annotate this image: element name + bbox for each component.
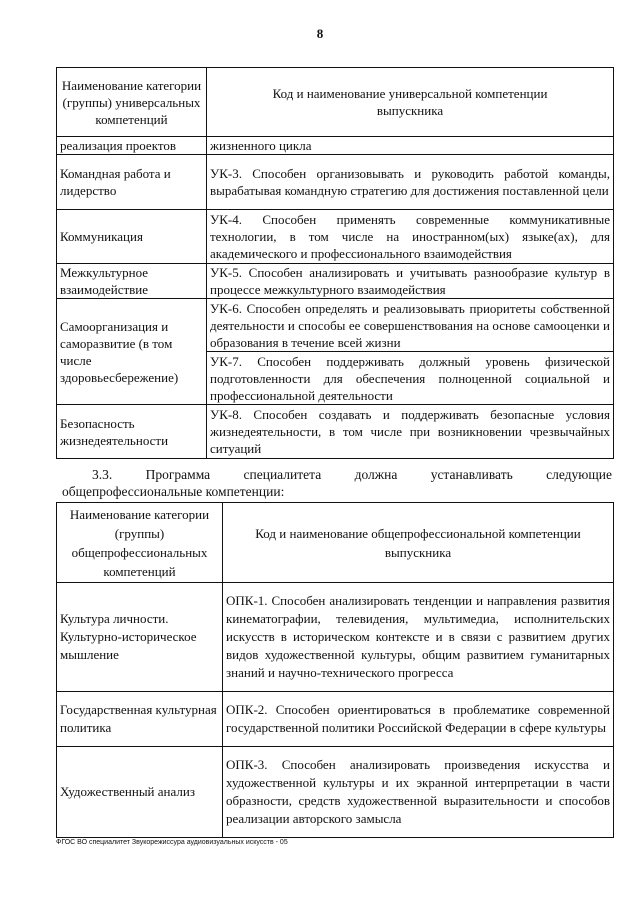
category-cell: Безопасность жизнедеятельности (57, 405, 207, 459)
paragraph-line: 3.3. Программа специалитета должна устанавливать следующие (92, 467, 612, 482)
paragraph-line: общепрофессиональные компетенции: (62, 484, 285, 499)
document-footer: ФГОС ВО специалитет Звукорежиссура аудиовизуальных искусств - 05 (56, 839, 288, 846)
competence-cell: ОПК-2. Способен ориентироваться в проблематике современной государственной политики Российской Федерации в сфере культуры (223, 692, 614, 747)
table-row (57, 747, 614, 838)
competence-cell: жизненного цикла (207, 137, 614, 155)
competence-cell: УК-4. Способен применять современные коммуникативные технологии, в том числе на иностранном(ых) языке(ах), для академического и профессионального взаимодействия (207, 210, 614, 264)
category-cell: Самоорганизация и саморазвитие (в том числе здоровьесбережение) (57, 299, 207, 405)
category-cell: Культура личности. Культурно-историческое мышление (57, 583, 223, 692)
table-row (57, 137, 614, 155)
category-cell: Коммуникация (57, 210, 207, 264)
header-code: Код и наименование универсальной компетенции выпускника (207, 68, 614, 137)
header-code: Код и наименование общепрофессиональной компетенции выпускника (223, 503, 614, 583)
competence-cell: УК-7. Способен поддерживать должный уровень физической подготовленности для обеспечения полноценной социальной и профессиональной деятельности (207, 352, 614, 405)
category-cell: Командная работа и лидерство (57, 155, 207, 210)
category-cell: реализация проектов (57, 137, 207, 155)
table-header-row (57, 68, 614, 137)
table-row (57, 264, 614, 299)
competence-cell: УК-5. Способен анализировать и учитывать разнообразие культур в процессе межкультурного взаимодействия (207, 264, 614, 299)
table-row (57, 583, 614, 692)
table-row (57, 692, 614, 747)
page-number: 8 (316, 26, 324, 41)
header-category: Наименование категории (группы) общепрофессиональных компетенций (57, 503, 223, 583)
section-paragraph (62, 466, 612, 500)
competence-cell: ОПК-3. Способен анализировать произведения искусства и художественной культуры и их экранной интерпретации в части образности, средств художественной выразительности и способов реализации авторского замысла (223, 747, 614, 838)
header-category: Наименование категории (группы) универсальных компетенций (57, 68, 207, 137)
competence-cell: УК-8. Способен создавать и поддерживать безопасные условия жизнедеятельности, в том числе при возникновении чрезвычайных ситуаций (207, 405, 614, 459)
table-row (57, 210, 614, 264)
table-row (57, 405, 614, 459)
competence-cell: УК-6. Способен определять и реализовывать приоритеты собственной деятельности и способы ее совершенствования на основе самооценки и образования в течение всей жизни (207, 299, 614, 352)
category-cell: Художественный анализ (57, 747, 223, 838)
competence-cell: ОПК-1. Способен анализировать тенденции и направления развития кинематографии, телевидения, мультимедиа, исполнительских искусств в историческом контексте и в связи с развитием других видов художественной культуры, общим развитием гуманитарных знаний и научно-технического прогресса (223, 583, 614, 692)
general-professional-competencies-table (56, 502, 614, 838)
universal-competencies-table (56, 67, 614, 459)
category-cell: Государственная культурная политика (57, 692, 223, 747)
table-row (57, 299, 614, 352)
competence-cell: УК-3. Способен организовывать и руководить работой команды, вырабатывая командную стратегию для достижения поставленной цели (207, 155, 614, 210)
table-header-row (57, 503, 614, 583)
table-row (57, 155, 614, 210)
category-cell: Межкультурное взаимодействие (57, 264, 207, 299)
